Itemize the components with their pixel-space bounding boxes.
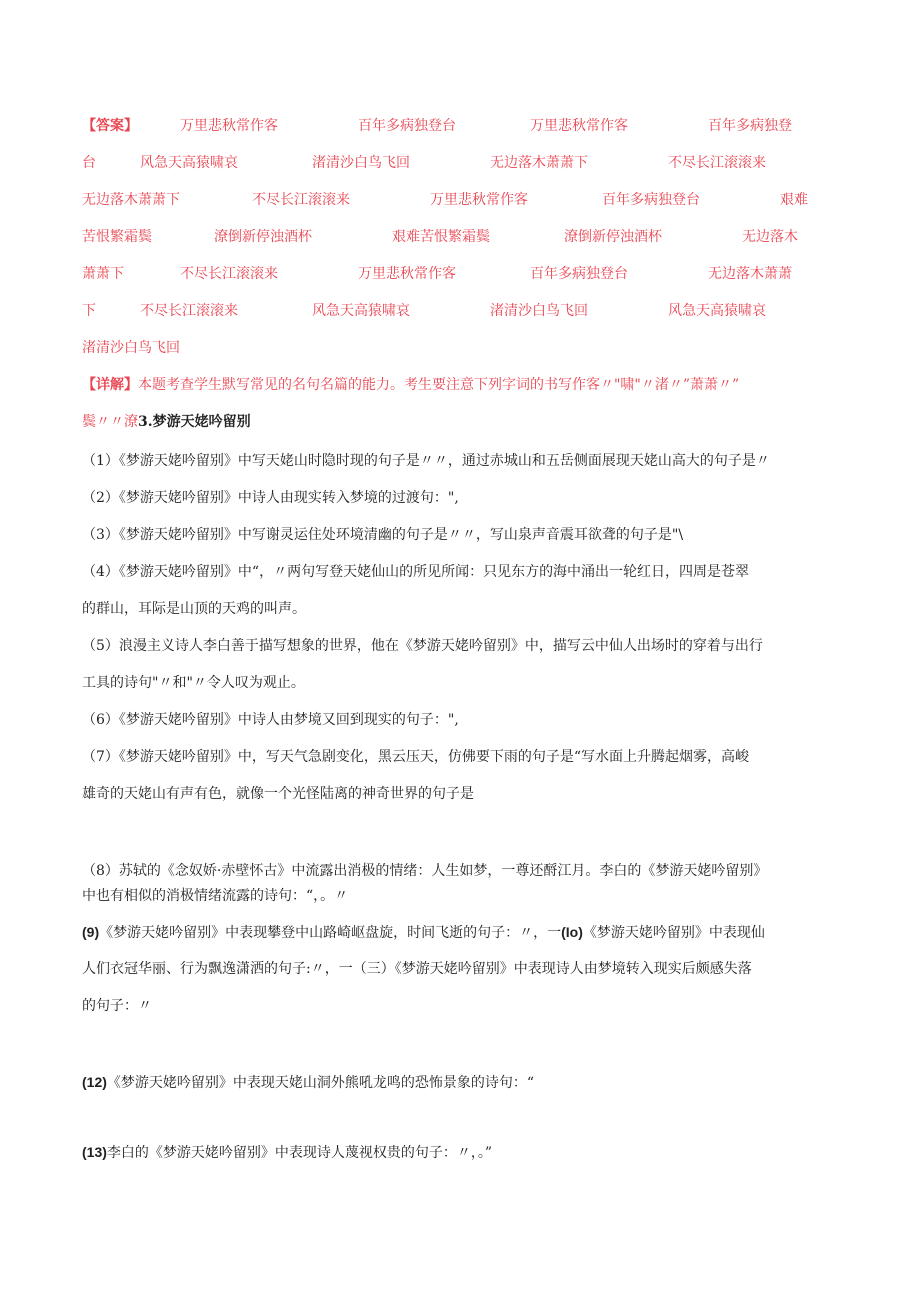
answer-item: 下	[82, 303, 96, 319]
answer-item: 艰难苦恨繁霜鬓	[392, 229, 490, 245]
question-12	[82, 1072, 534, 1093]
question-12-number: (12)	[82, 1074, 107, 1090]
detail-text: 本题考查学生默写常见的名句名篇的能力。考生要注意下列字词的书写作客〃"啸"〃渚〃”萧萧〃”	[138, 377, 740, 393]
question-9-line-2: 人们衣冠华丽、行为飘逸潇洒的句子:〃，一（三）《梦游天姥吟留别》中表现诗人由梦境转入现实后颇感失落	[82, 961, 752, 977]
question-9-number: (9)	[82, 924, 100, 940]
question-5-line-1: （5）浪漫主义诗人李白善于描写想象的世界，他在《梦游天姥吟留别》中，描写云中仙人出场时的穿着与出行	[82, 638, 763, 654]
answer-row-5	[0, 264, 920, 284]
answer-item: 风急天高猿啸哀	[140, 155, 238, 171]
answer-item: 万里悲秋常作客	[180, 118, 278, 134]
question-13-number: (13)	[82, 1144, 107, 1160]
question-13-text: 李白的《梦游天姥吟留别》中表现诗人蔑视权贵的句子：〃，。”	[106, 1145, 493, 1161]
question-9-line-3: 的句子：〃	[82, 998, 152, 1014]
question-4-line-1: （4）《梦游天姥吟留别》中“，〃两句写登天姥仙山的所见所闻：只见东方的海中涌出一轮红日，四周是苍翠	[82, 564, 750, 580]
answer-item: 风急天高猿啸哀	[312, 303, 410, 319]
answer-item: 万里悲秋常作客	[430, 192, 528, 208]
answer-row-7	[0, 338, 920, 358]
question-9-line-1	[82, 922, 765, 943]
question-3: （3）《梦游天姥吟留别》中写谢灵运住处环境清幽的句子是〃〃，写山泉声音震耳欲聋的句子是"\	[82, 527, 684, 543]
answer-item: 百年多病独登台	[358, 118, 456, 134]
answer-item: 渚清沙白鸟飞回	[82, 340, 180, 356]
detail-line-1	[82, 375, 739, 395]
question-12-text: 《梦游天姥吟留别》中表现天姥山洞外熊吼龙鸣的恐怖景象的诗句：“	[106, 1075, 535, 1091]
answer-item: 渚清沙白鸟飞回	[490, 303, 588, 319]
section-title: 3.梦游天姥吟留别	[138, 414, 251, 430]
detail-text-cont: 鬓〃〃潦	[82, 414, 138, 430]
question-8-line-2: 中也有相似的消极情绪流露的诗句：“，。〃	[82, 888, 349, 904]
answer-row-2	[0, 153, 920, 173]
answer-tag: 【答案】	[82, 118, 138, 134]
answer-item: 艰难	[780, 192, 808, 208]
question-9-text: 《梦游天姥吟留别》中表现攀登中山路崎岖盘旋，时间飞逝的句子：〃，一	[99, 925, 562, 941]
answer-item: 无边落木萧萧	[708, 266, 792, 282]
answer-item: 百年多病独登台	[602, 192, 700, 208]
question-7-line-2: 雄奇的天姥山有声有色，就像一个光怪陆离的神奇世界的句子是	[82, 786, 474, 802]
question-4-line-2: 的群山，耳际是山顶的天鸡的叫声。	[82, 601, 306, 617]
answer-item: 无边落木萧萧下	[82, 192, 180, 208]
answer-item: 无边落木	[742, 229, 798, 245]
answer-item: 不尽长江滚滚来	[252, 192, 350, 208]
question-13	[82, 1142, 492, 1163]
question-5-line-2: 工具的诗句"〃和"〃令人叹为观止。	[82, 675, 305, 691]
answer-item: 台	[82, 155, 96, 171]
answer-item: 萧萧下	[82, 266, 124, 282]
question-2: （2）《梦游天姥吟留别》中诗人由现实转入梦境的过渡句：",	[82, 490, 459, 506]
answer-row-4	[0, 227, 920, 247]
answer-item: 风急天高猿啸哀	[668, 303, 766, 319]
answer-item: 百年多病独登	[708, 118, 792, 134]
question-7-line-1: （7）《梦游天姥吟留别》中，写天气急剧变化，黑云压天，仿佛要下雨的句子是“写水面上升腾起烟雾，高峻	[82, 749, 750, 765]
question-1: （1）《梦游天姥吟留别》中写天姥山时隐时现的句子是〃〃，通过赤城山和五岳侧面展现天姥山高大的句子是〃	[82, 453, 770, 469]
answer-item: 不尽长江滚滚来	[180, 266, 278, 282]
answer-item: 不尽长江滚滚来	[140, 303, 238, 319]
answer-row-6	[0, 301, 920, 321]
answer-item: 潦倒新停浊酒杯	[214, 229, 312, 245]
question-10-text: 《梦游天姥吟留别》中表现仙	[582, 925, 765, 941]
detail-tag: 【详解】	[82, 377, 138, 393]
answer-item: 潦倒新停浊酒杯	[564, 229, 662, 245]
answer-item: 渚清沙白鸟飞回	[312, 155, 410, 171]
answer-row-1	[0, 116, 920, 136]
answer-item: 苦恨繁霜鬓	[82, 229, 152, 245]
answer-item: 无边落木萧萧下	[490, 155, 588, 171]
question-6: （6）《梦游天姥吟留别》中诗人由梦境又回到现实的句子：",	[82, 712, 459, 728]
question-8-line-1: （8）苏轼的《念奴娇·赤壁怀古》中流露出消极的情绪：人生如梦，一尊还酹江月。李白的《梦游天姥吟留别》	[82, 863, 768, 879]
answer-item: 万里悲秋常作客	[530, 118, 628, 134]
answer-item: 万里悲秋常作客	[358, 266, 456, 282]
answer-item: 百年多病独登台	[530, 266, 628, 282]
answer-item: 不尽长江滚滚来	[668, 155, 766, 171]
question-10-number: (Io)	[561, 924, 583, 940]
answer-row-3	[0, 190, 920, 210]
detail-line-2	[82, 412, 251, 432]
